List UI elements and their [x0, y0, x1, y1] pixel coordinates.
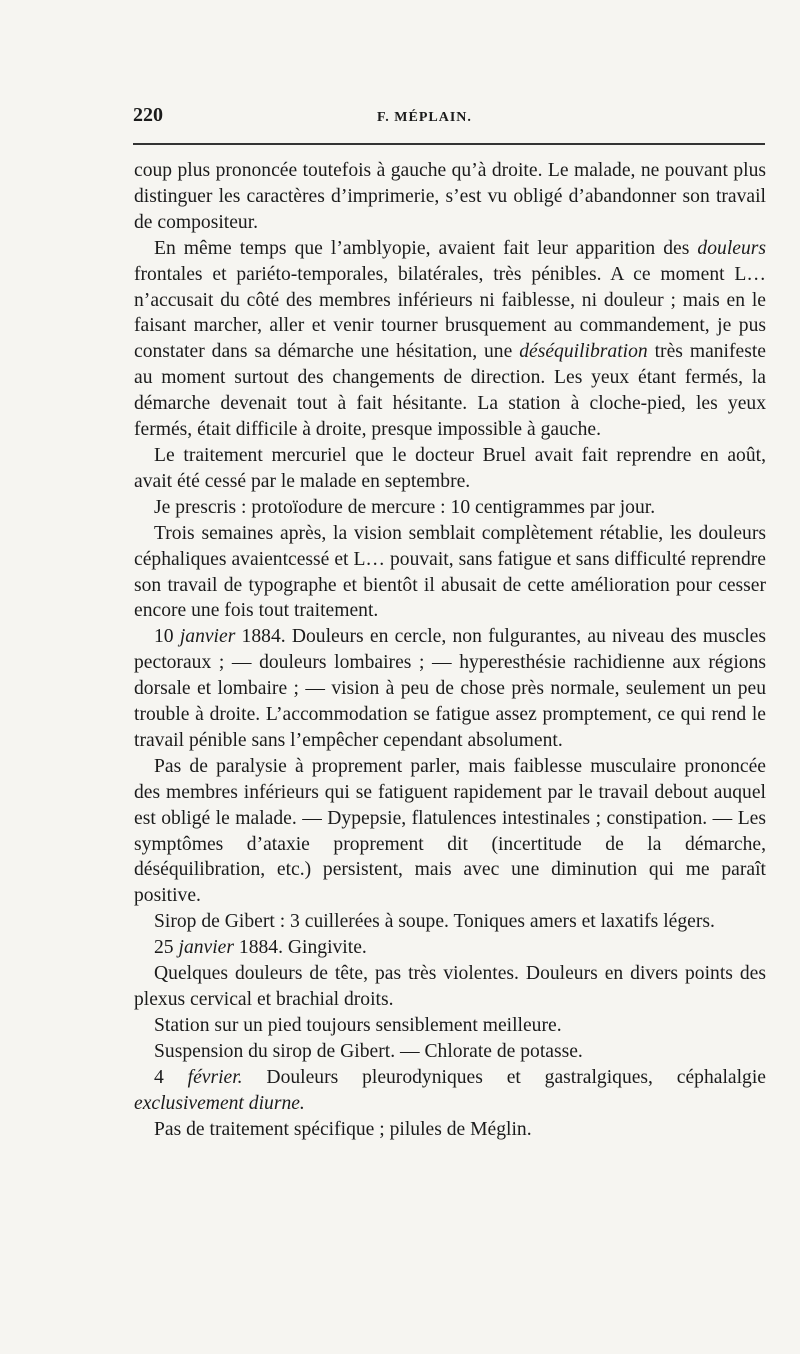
running-head: F. MÉPLAIN. [377, 110, 472, 125]
paragraph: Trois semaines après, la vision semblait complètement rétablie, les douleurs céphaliques avaientcessé et L… pouvait, sans fatigue et sans difficulté reprendre son travail de typographe et bientôt il abusait de cette amélioration pour cesser encore une fois tout traitement. [134, 522, 766, 622]
dated-entry: 10 janvier 1884. Douleurs en cercle, non fulgurantes, au niveau des muscles pectoraux ; — douleurs lombaires ; — hyperesthésie rachidienne aux régions dorsale et lombaire ; — vision à peu de chose près normale, seulement un peu trouble à droite. L’accommodation se fatigue assez promptement, ce qui rend le travail pénible sans l’empêcher cependant absolument. [134, 626, 766, 751]
paragraph: Station sur un pied toujours sensiblement meilleure. [154, 1014, 562, 1036]
dated-entry: 4 février. Douleurs pleurodyniques et gastralgiques, céphalalgie exclusivement diurne. [134, 1066, 766, 1114]
paragraph: Quelques douleurs de tête, pas très violentes. Douleurs en divers points des plexus cervical et brachial droits. [134, 963, 766, 1010]
paragraph: Pas de traitement spécifique ; pilules de Méglin. [154, 1118, 532, 1140]
paragraph: coup plus prononcée toutefois à gauche qu’à droite. Le malade, ne pouvant plus distinguer les caractères d’imprimerie, s’est vu obligé d’abandonner son travail de compositeur. [134, 160, 766, 233]
dated-entry: 25 janvier 1884. Gingivite. [154, 937, 367, 959]
header-rule [133, 143, 765, 145]
paragraph: Je prescris : protoïodure de mercure : 10 centigrammes par jour. [154, 496, 656, 518]
paragraph: En même temps que l’amblyopie, avaient fait leur apparition des douleurs frontales et pariéto-temporales, bilatérales, très pénibles. A ce moment L… n’accusait du côté des membres inférieurs ni faiblesse, ni douleur ; mais en le faisant marcher, aller et venir tourner brusquement au commandement, je pus constater dans sa démarche une hésitation, une déséquilibration très manifeste au moment surtout des changements de direction. Les yeux étant fermés, la démarche devenait tout à fait hésitante. La station à cloche-pied, les yeux fermés, était difficile à droite, presque impossible à gauche. [134, 237, 766, 441]
paragraph: Pas de paralysie à proprement parler, mais faiblesse musculaire prononcée des membres inférieurs qui se fatiguent rapidement par le travail debout auquel est obligé le malade. — Dypepsie, flatulences intestinales ; constipation. — Les symptômes d’ataxie proprement dit (incertitude de la démarche, déséquilibration, etc.) persistent, mais avec une diminution qui me paraît positive. [134, 755, 766, 907]
paragraph: Sirop de Gibert : 3 cuillerées à soupe. Toniques amers et laxatifs légers. [154, 911, 715, 933]
body-text [134, 158, 766, 1142]
paragraph: Suspension du sirop de Gibert. — Chlorate de potasse. [154, 1040, 583, 1062]
page-number: 220 [133, 104, 163, 126]
paragraph: Le traitement mercuriel que le docteur Bruel avait fait reprendre en août, avait été cessé par le malade en septembre. [134, 444, 766, 492]
page-header [133, 104, 765, 134]
